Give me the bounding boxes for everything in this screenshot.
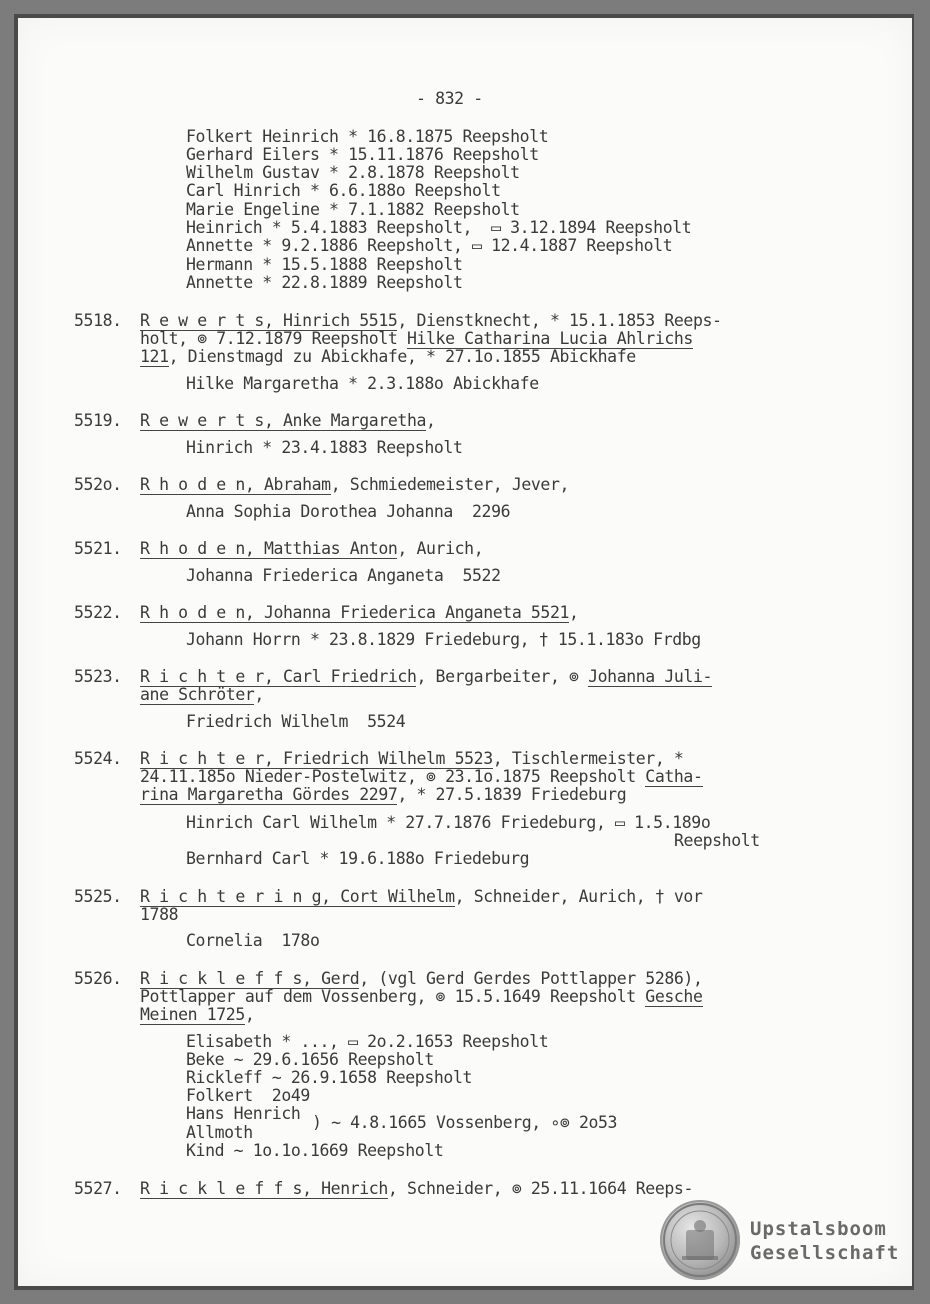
- spouse-name: Gesche: [645, 987, 703, 1006]
- person-name: R i c h t e r, Friedrich Wilhelm 5523: [140, 749, 493, 768]
- entry-line: R h o d e n, Johanna Friederica Anganeta 5521,: [140, 603, 579, 622]
- child-line: Beke ~ 29.6.1656 Reepsholt: [186, 1050, 434, 1069]
- entry-line: R h o d e n, Matthias Anton, Aurich,: [140, 539, 484, 558]
- entry-number: 5522.: [74, 603, 122, 622]
- child-line: Gerhard Eilers * 15.11.1876 Reepsholt: [186, 145, 539, 164]
- entry-number: 5521.: [74, 539, 122, 558]
- entry-number: 5519.: [74, 411, 122, 430]
- child-line: Carl Hinrich * 6.6.188o Reepsholt: [186, 181, 501, 200]
- entry-line: R e w e r t s, Hinrich 5515, Dienstknecht, * 15.1.1853 Reeps-: [140, 311, 722, 330]
- person-name: R h o d e n, Johanna Friederica Anganeta 5521: [140, 603, 570, 622]
- child-line: Cornelia 178o: [186, 931, 320, 950]
- entry-line: R i c h t e r i n g, Cort Wilhelm, Schneider, Aurich, † vor: [140, 887, 703, 906]
- seal-icon: [660, 1200, 740, 1280]
- child-line: Anna Sophia Dorothea Johanna 2296: [186, 502, 511, 521]
- spouse-name: 121: [140, 347, 169, 366]
- spouse-name: rina Margaretha Gördes 2297: [140, 785, 398, 804]
- entry-line: Pottlapper auf dem Vossenberg, ⊚ 15.5.1649 Reepsholt Gesche: [140, 987, 703, 1006]
- entry-line: 1788: [140, 905, 179, 924]
- entry-line: 24.11.185o Nieder-Postelwitz, ⊚ 23.1o.1875 Reepsholt Catha-: [140, 767, 703, 786]
- entry-number: 5523.: [74, 667, 122, 686]
- entry-line: Meinen 1725,: [140, 1005, 255, 1024]
- entry-line: rina Margaretha Gördes 2297, * 27.5.1839 Friedeburg: [140, 785, 627, 804]
- entry-line: R h o d e n, Abraham, Schmiedemeister, Jever,: [140, 475, 570, 494]
- society-logo: [660, 1200, 916, 1286]
- spouse-name: Meinen 1725: [140, 1005, 245, 1024]
- child-line: Annette * 9.2.1886 Reepsholt, ▭ 12.4.1887 Reepsholt: [186, 236, 673, 255]
- entry-number: 552o.: [74, 475, 122, 494]
- entry-number: 5525.: [74, 887, 122, 906]
- entry-number: 5524.: [74, 749, 122, 768]
- child-line: Folkert Heinrich * 16.8.1875 Reepsholt: [186, 127, 549, 146]
- entry-line: R i c k l e f f s, Gerd, (vgl Gerd Gerdes Pottlapper 5286),: [140, 969, 703, 988]
- person-name: R e w e r t s, Hinrich 5515: [140, 311, 398, 330]
- child-line: Bernhard Carl * 19.6.188o Friedeburg: [186, 849, 530, 868]
- person-name: R i c k l e f f s, Gerd: [140, 969, 360, 988]
- entry-line: R i c h t e r, Carl Friedrich, Bergarbeiter, ⊚ Johanna Juli-: [140, 667, 713, 686]
- child-line: Wilhelm Gustav * 2.8.1878 Reepsholt: [186, 163, 520, 182]
- child-line: Rickleff ~ 26.9.1658 Reepsholt: [186, 1068, 473, 1087]
- child-line: Hans Henrich: [186, 1104, 301, 1123]
- child-line: Kind ~ 1o.1o.1669 Reepsholt: [186, 1141, 444, 1160]
- spouse-name: Johanna Juli-: [588, 667, 713, 686]
- person-name: R h o d e n, Abraham: [140, 475, 331, 494]
- child-line: Friedrich Wilhelm 5524: [186, 712, 406, 731]
- person-name: R i c h t e r i n g, Cort Wilhelm: [140, 887, 455, 906]
- child-line: Hinrich Carl Wilhelm * 27.7.1876 Friedeburg, ▭ 1.5.189o: [186, 813, 711, 832]
- spouse-name: Hilke Catharina Lucia Ahlrichs: [406, 329, 693, 348]
- entry-line: 121, Dienstmagd zu Abickhafe, * 27.1o.1855 Abickhafe: [140, 347, 636, 366]
- person-name: R e w e r t s, Anke Margaretha: [140, 411, 427, 430]
- child-line: Hermann * 15.5.1888 Reepsholt: [186, 255, 463, 274]
- entry-number: 5526.: [74, 969, 122, 988]
- child-line: Annette * 22.8.1889 Reepsholt: [186, 273, 463, 292]
- twins-note: ) ~ 4.8.1665 Vossenberg, ∘⊚ 2o53: [312, 1113, 618, 1132]
- child-line: Hinrich * 23.4.1883 Reepsholt: [186, 438, 463, 457]
- child-line: Marie Engeline * 7.1.1882 Reepsholt: [186, 200, 520, 219]
- person-name: R i c h t e r, Carl Friedrich: [140, 667, 417, 686]
- entry-number: 5527.: [74, 1179, 122, 1198]
- child-line: Folkert 2o49: [186, 1086, 310, 1105]
- child-line: Johann Horrn * 23.8.1829 Friedeburg, † 15.1.183o Frdbg: [186, 630, 701, 649]
- logo-text-line1: Upstalsboom: [750, 1218, 887, 1240]
- entry-line: holt, ⊚ 7.12.1879 Reepsholt Hilke Catharina Lucia Ahlrichs: [140, 329, 693, 348]
- spouse-name: Catha-: [645, 767, 703, 786]
- child-line: Hilke Margaretha * 2.3.188o Abickhafe: [186, 374, 539, 393]
- spouse-name: ane Schröter: [140, 685, 255, 704]
- page-number: - 832 -: [416, 89, 483, 108]
- child-line: Heinrich * 5.4.1883 Reepsholt, ▭ 3.12.1894 Reepsholt: [186, 218, 692, 237]
- entry-line: ane Schröter,: [140, 685, 264, 704]
- person-name: R i c k l e f f s, Henrich: [140, 1179, 388, 1198]
- entry-line: R i c h t e r, Friedrich Wilhelm 5523, Tischlermeister, *: [140, 749, 684, 768]
- entry-number: 5518.: [74, 311, 122, 330]
- child-line: Elisabeth * ..., ▭ 2o.2.1653 Reepsholt: [186, 1032, 549, 1051]
- logo-text-line2: Gesellschaft: [750, 1242, 900, 1264]
- entry-line: R i c k l e f f s, Henrich, Schneider, ⊚ 25.11.1664 Reeps-: [140, 1179, 693, 1198]
- entry-line: R e w e r t s, Anke Margaretha,: [140, 411, 436, 430]
- child-line-cont: Reepsholt: [674, 831, 760, 850]
- child-line: Allmoth: [186, 1123, 253, 1142]
- person-name: R h o d e n, Matthias Anton: [140, 539, 398, 558]
- child-line: Johanna Friederica Anganeta 5522: [186, 566, 501, 585]
